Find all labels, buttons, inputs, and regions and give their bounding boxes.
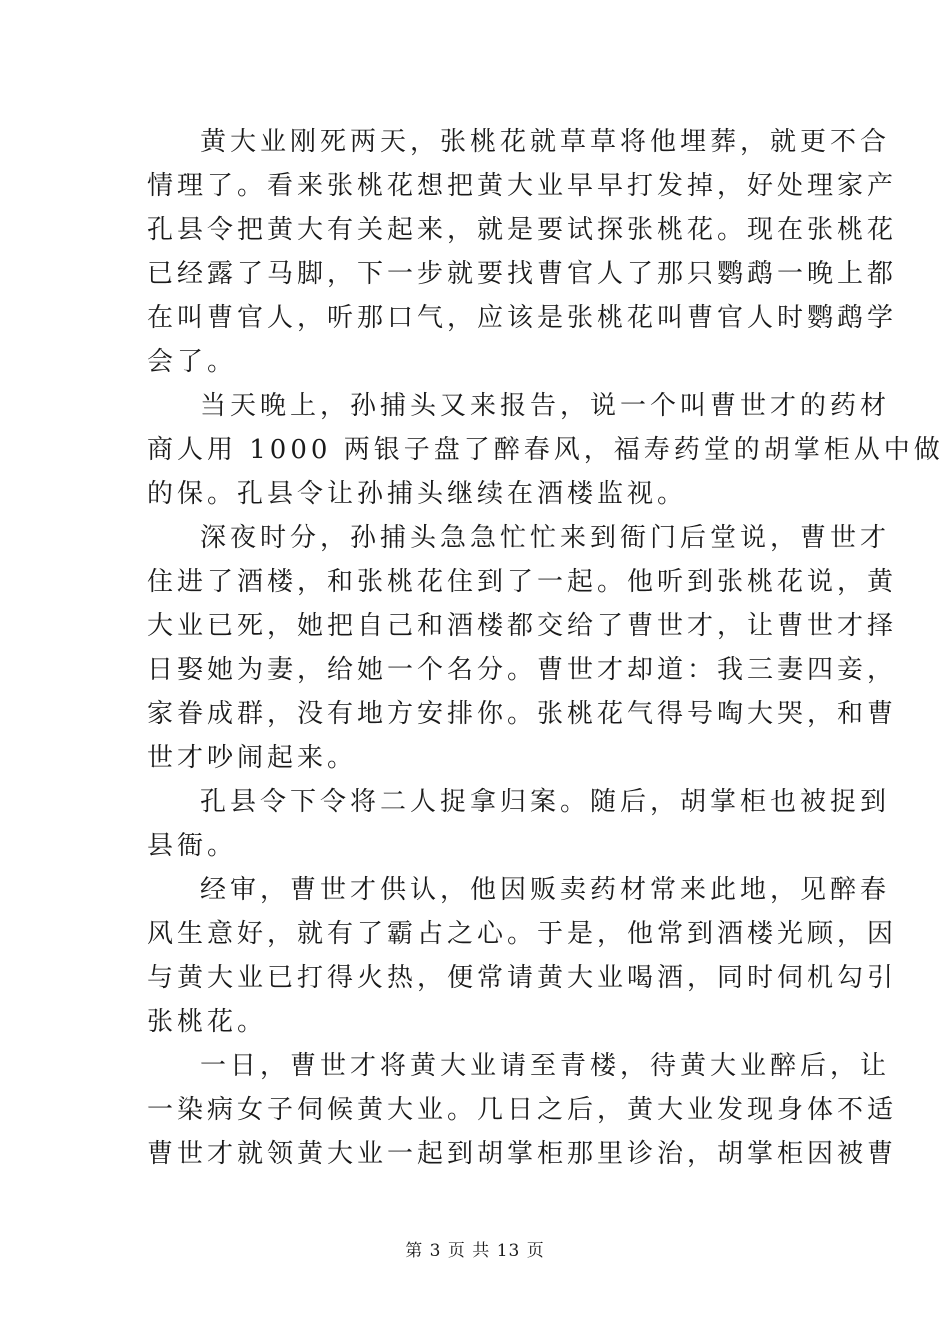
text-line: 日娶她为妻，给她一个名分。曹世才却道：我三妻四妾， (147, 655, 898, 685)
text-line: 的保。孔县令让孙捕头继续在酒楼监视。 (147, 479, 688, 509)
paragraph-2 (147, 384, 944, 516)
text-line: 家眷成群，没有地方安排你。张桃花气得号啕大哭，和曹 (147, 699, 898, 729)
text-line: 会了。 (147, 347, 238, 377)
text-line: 一日，曹世才将黄大业请至青楼，待黄大业醉后，让 (200, 1051, 891, 1081)
paragraph-3 (147, 516, 898, 780)
paragraph-5 (147, 868, 898, 1044)
text-line: 商人用 1000 两银子盘了醉春风，福寿药堂的胡掌柜从中做 (147, 435, 944, 465)
paragraph-6 (147, 1044, 898, 1176)
text-line: 已经露了马脚，下一步就要找曹官人了那只鹦鹉一晚上都 (147, 259, 898, 289)
text-line: 曹世才就领黄大业一起到胡掌柜那里诊治，胡掌柜因被曹 (147, 1139, 898, 1169)
text-line: 深夜时分，孙捕头急急忙忙来到衙门后堂说，曹世才 (200, 523, 891, 553)
text-line: 在叫曹官人，听那口气，应该是张桃花叫曹官人时鹦鹉学 (147, 303, 898, 333)
document-body (147, 120, 944, 1176)
text-line: 当天晚上，孙捕头又来报告，说一个叫曹世才的药材 (200, 391, 891, 421)
text-line: 一染病女子伺候黄大业。几日之后，黄大业发现身体不适 (147, 1095, 898, 1125)
paragraph-4 (147, 780, 891, 868)
text-line: 与黄大业已打得火热，便常请黄大业喝酒，同时伺机勾引 (147, 963, 898, 993)
page-number-footer: 第 3 页 共 13 页 (405, 1241, 545, 1261)
text-line: 住进了酒楼，和张桃花住到了一起。他听到张桃花说，黄 (147, 567, 898, 597)
text-line: 大业已死，她把自己和酒楼都交给了曹世才，让曹世才择 (147, 611, 898, 641)
text-line: 黄大业刚死两天，张桃花就草草将他埋葬，就更不合 (200, 127, 891, 157)
text-line: 情理了。看来张桃花想把黄大业早早打发掉，好处理家产 (147, 171, 898, 201)
paragraph-1 (147, 120, 898, 384)
text-line: 风生意好，就有了霸占之心。于是，他常到酒楼光顾，因 (147, 919, 898, 949)
text-line: 孔县令下令将二人捉拿归案。随后，胡掌柜也被捉到 (200, 787, 891, 817)
text-line: 张桃花。 (147, 1007, 268, 1037)
text-line: 经审，曹世才供认，他因贩卖药材常来此地，见醉春 (200, 875, 891, 905)
text-line: 世才吵闹起来。 (147, 743, 358, 773)
text-line: 孔县令把黄大有关起来，就是要试探张桃花。现在张桃花 (147, 215, 898, 245)
text-line: 县衙。 (147, 831, 238, 861)
